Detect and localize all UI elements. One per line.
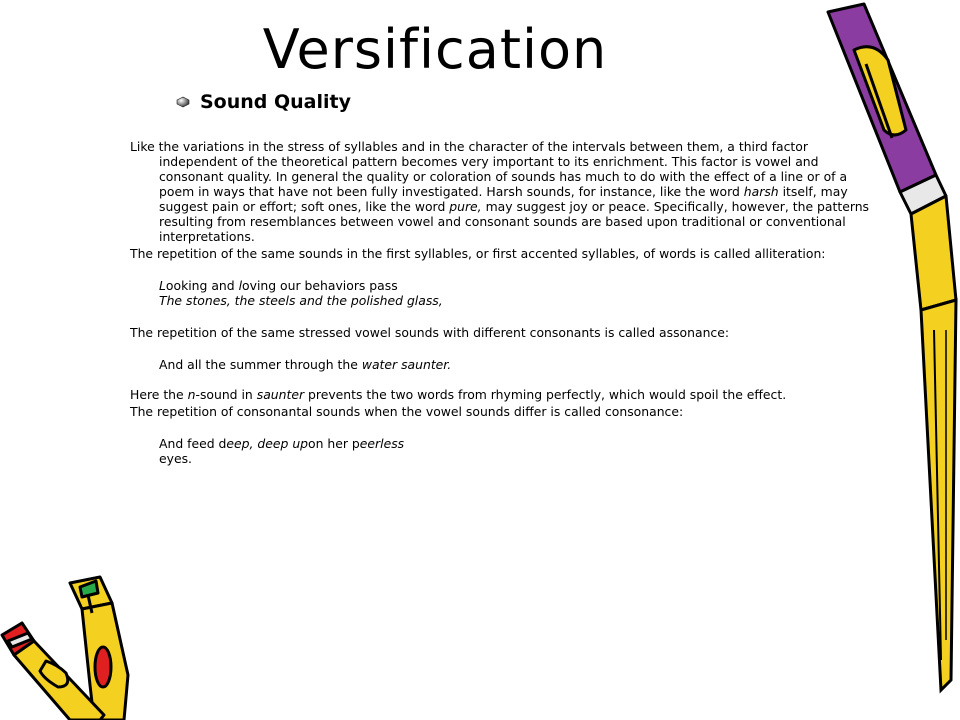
paragraph-2: The repetition of the same sounds in the first syllables, or first accented syllables, of words is called alliteration: — [130, 246, 826, 261]
quote-consonance-line-1: And feed deep, deep upon her peerless — [159, 436, 405, 451]
subtitle — [176, 91, 351, 113]
paragraph-4: Here the n-sound in saunter prevents the two words from rhyming perfectly, which would spoil the effect. — [130, 387, 787, 402]
paragraph-1: Like the variations in the stress of syllables and in the character of the intervals between them, a third factor independent of the theoretical pattern becomes very important to its enrichment. This factor is vowel and consonant quality. In general the quality or coloration of sounds has much to do with the effect of a line or of a poem in ways that have not been fully investigated. Harsh sounds, for instance, like the word harsh itself, may suggest pain or effort; soft ones, like the word pure, may suggest joy or peace. Specifically, however, the patterns resulting from resemblances between vowel and consonant sounds are based upon traditional or conventional interpretations. — [130, 139, 870, 244]
body-text — [130, 139, 870, 466]
subtitle-text: Sound Quality — [200, 91, 351, 113]
quote-assonance: And all the summer through the water saunter. — [159, 357, 452, 372]
pencil-clipart-bottom-left — [0, 575, 140, 720]
slide-title: Versification — [262, 18, 608, 81]
quote-consonance-line-2: eyes. — [159, 451, 192, 466]
pencil-clipart-right — [796, 0, 960, 700]
bullet-icon — [176, 95, 190, 109]
quote-alliteration-line-2: The stones, the steels and the polished glass, — [159, 293, 443, 308]
paragraph-3: The repetition of the same stressed vowel sounds with different consonants is called assonance: — [130, 325, 730, 340]
paragraph-5: The repetition of consonantal sounds when the vowel sounds differ is called consonance: — [130, 404, 684, 419]
quote-alliteration-line-1: Looking and loving our behaviors pass — [159, 278, 398, 293]
